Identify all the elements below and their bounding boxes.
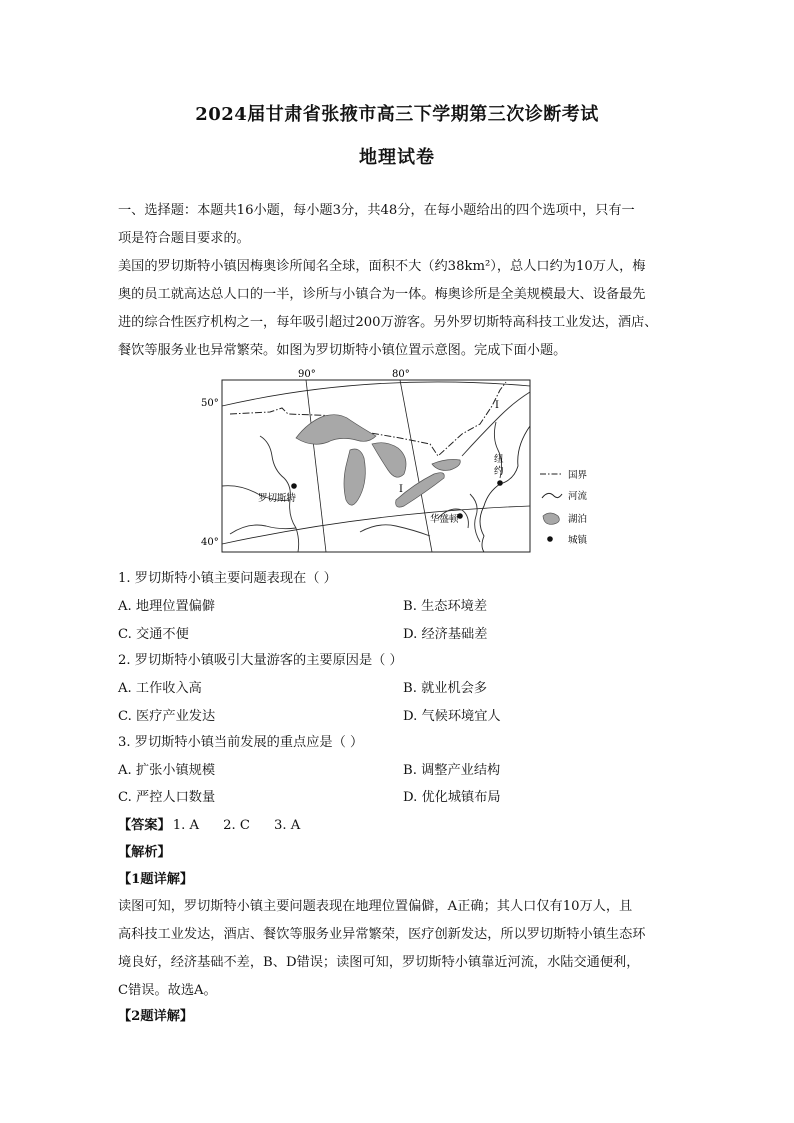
passage-line: 进的综合性医疗机构之一，每年吸引超过200万游客。另外罗切斯特高科技工业发达，酒店、 — [118, 315, 658, 330]
lon-label-80: 80° — [392, 369, 410, 380]
label-newyork-2: 约 — [494, 466, 504, 477]
lake-ontario — [432, 460, 460, 471]
q2-option-b: B. 就业机会多 — [403, 681, 488, 696]
q3-option-c: C. 严控人口数量 — [118, 790, 216, 805]
q2-option-d: D. 气候环境宜人 — [403, 709, 501, 724]
q2-option-a: A. 工作收入高 — [118, 681, 202, 696]
instruction-line: 项是符合题目要求的。 — [118, 231, 250, 246]
lake-michigan — [344, 449, 365, 505]
passage-line: 餐饮等服务业也异常繁荣。如图为罗切斯特小镇位置示意图。完成下面小题。 — [118, 343, 567, 358]
q3-option-b: B. 调整产业结构 — [403, 763, 501, 778]
instruction-line: 一、选择题：本题共16小题，每小题3分，共48分，在每小题给出的四个选项中，只有一 — [118, 203, 635, 218]
legend-river-label: 河流 — [568, 491, 588, 502]
exam-title: 2024届甘肃省张掖市高三下学期第三次诊断考试 — [195, 104, 599, 125]
great-lakes — [296, 415, 460, 507]
national-border — [230, 382, 506, 456]
river-ohio — [360, 525, 430, 536]
town-newyork — [497, 480, 503, 486]
legend-town-label: 城镇 — [568, 535, 588, 546]
marker-i-top: I — [495, 400, 499, 411]
detail-1-line: C错误。故选A。 — [118, 983, 217, 998]
section-instructions — [118, 197, 680, 365]
answer-item: 1. A — [172, 818, 200, 833]
detail-1-line: 高科技工业发达，酒店、餐饮等服务业异常繁荣，医疗创新发达，所以罗切斯特小镇生态环 — [118, 927, 646, 942]
q1-option-d: D. 经济基础差 — [403, 627, 488, 642]
label-rochester: 罗切斯特 — [258, 493, 297, 504]
lat-label-50: 50° — [201, 398, 219, 409]
label-newyork-1: 纽 — [494, 454, 504, 465]
answer-item: 2. C — [223, 818, 250, 833]
answer-label: 【答案】 — [118, 818, 171, 833]
lat-label-40: 40° — [201, 537, 219, 548]
lake-erie — [396, 473, 445, 507]
analysis-label: 【解析】 — [118, 845, 171, 860]
q1-option-c: C. 交通不便 — [118, 627, 189, 642]
parallel-40 — [222, 506, 530, 544]
legend-town-symbol — [547, 536, 553, 542]
q1-option-a: A. 地理位置偏僻 — [118, 599, 216, 614]
lon-label-90: 90° — [298, 369, 316, 380]
legend-border-label: 国界 — [568, 470, 588, 481]
detail-1-text — [118, 893, 680, 1005]
detail-2-label: 【2题详解】 — [118, 1009, 194, 1024]
question-3-stem: 3. 罗切斯特小镇当前发展的重点应是（ ） — [118, 735, 364, 750]
marker-i-mid: I — [399, 484, 403, 495]
map-legend — [540, 470, 589, 546]
location-map — [200, 366, 592, 556]
detail-1-line: 读图可知，罗切斯特小镇主要问题表现在地理位置偏僻，A正确；其人口仅有10万人，且 — [118, 899, 633, 914]
legend-lake-symbol — [543, 513, 559, 524]
lake-superior — [296, 415, 376, 445]
question-2-stem: 2. 罗切斯特小镇吸引大量游客的主要原因是（ ） — [118, 653, 403, 668]
legend-lake-label: 湖泊 — [568, 514, 588, 525]
answer-item: 3. A — [273, 818, 301, 833]
q2-option-c: C. 医疗产业发达 — [118, 709, 216, 724]
label-washington: 华盛顿 — [430, 514, 459, 525]
passage-line: 奥的员工就高达总人口的一半，诊所与小镇合为一体。梅奥诊所是全美规模最大、设备最先 — [118, 287, 646, 302]
answer-line — [118, 812, 324, 840]
lake-huron — [372, 443, 406, 478]
q3-option-a: A. 扩张小镇规模 — [118, 763, 216, 778]
detail-1-label: 【1题详解】 — [118, 872, 194, 887]
passage-line: 美国的罗切斯特小镇因梅奥诊所闻名全球，面积不大（约38km²），总人口约为10万人，梅 — [118, 259, 646, 274]
parallel-50 — [222, 382, 530, 406]
river-east — [470, 494, 480, 542]
east-coastline — [480, 426, 530, 552]
exam-subtitle: 地理试卷 — [359, 147, 435, 168]
rivers — [222, 392, 530, 552]
river-tributary-south — [230, 525, 296, 534]
detail-1-line: 境良好，经济基础不差，B、D错误；读图可知，罗切斯特小镇靠近河流，水陆交通便利， — [118, 955, 640, 970]
legend-river-symbol — [542, 493, 562, 498]
q3-option-d: D. 优化城镇布局 — [403, 790, 501, 805]
q1-option-b: B. 生态环境差 — [403, 599, 488, 614]
question-1-stem: 1. 罗切斯特小镇主要问题表现在（ ） — [118, 571, 337, 586]
town-rochester — [291, 483, 297, 489]
